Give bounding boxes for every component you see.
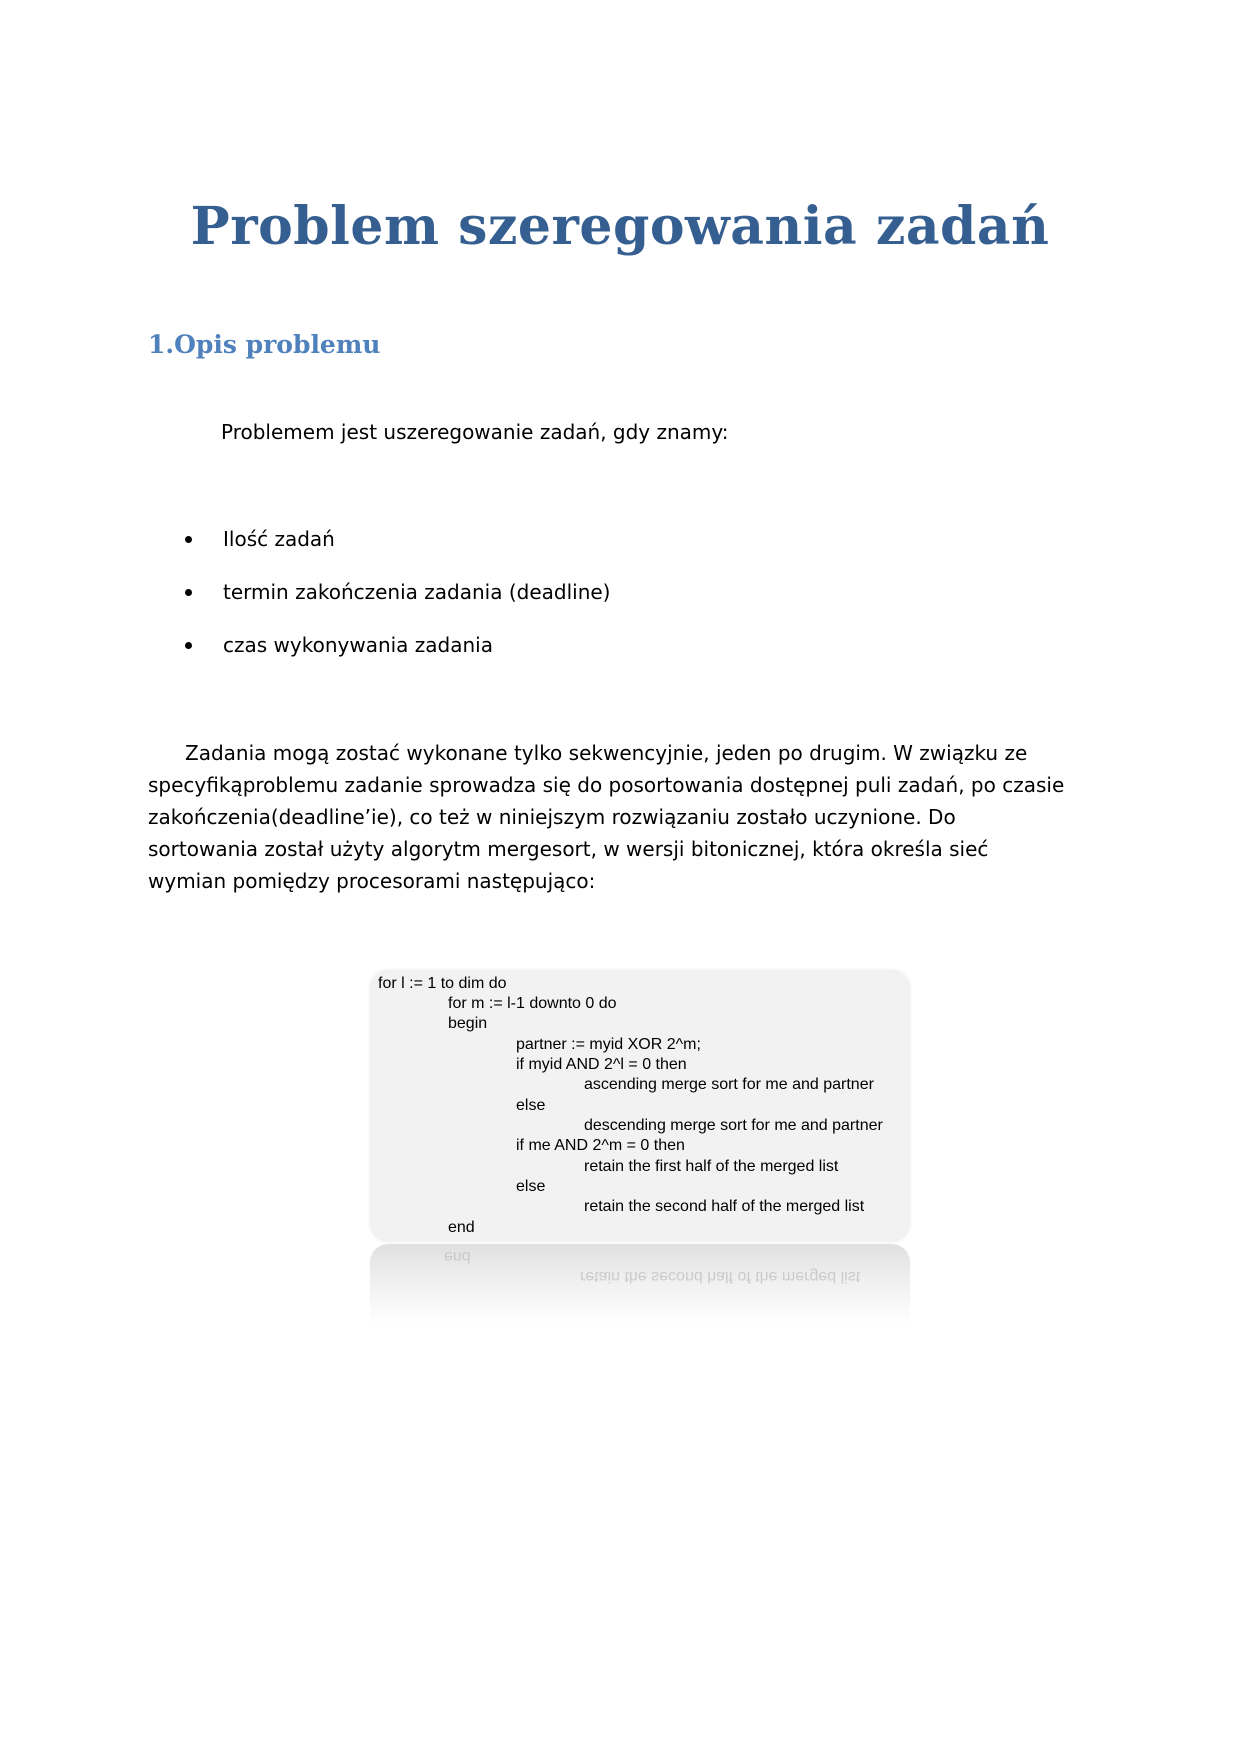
reflection-line: retain the second half of the merged list bbox=[580, 1268, 861, 1285]
code-line: end bbox=[448, 1219, 475, 1236]
bullet-icon bbox=[185, 536, 192, 543]
list-item bbox=[148, 580, 610, 633]
bullet-list bbox=[148, 527, 610, 686]
code-line: if me AND 2^m = 0 then bbox=[516, 1137, 685, 1154]
code-line: if myid AND 2^l = 0 then bbox=[516, 1056, 687, 1073]
code-line: for m := l-1 downto 0 do bbox=[448, 995, 617, 1012]
section-heading: 1.Opis problemu bbox=[148, 330, 381, 359]
figure-reflection bbox=[370, 1244, 910, 1324]
code-line: descending merge sort for me and partner bbox=[584, 1117, 883, 1134]
bullet-text: Ilość zadań bbox=[223, 527, 335, 551]
code-line: retain the second half of the merged list bbox=[584, 1198, 865, 1215]
code-line: else bbox=[516, 1178, 546, 1195]
bullet-text: termin zakończenia zadania (deadline) bbox=[223, 580, 611, 604]
body-paragraph: Zadania mogą zostać wykonane tylko sekwencyjnie, jeden po drugim. W związku ze specyfikąproblemu zadanie sprowadza się do posortowania dostępnej puli zadań, po czasie zakończenia(deadline’ie), co też w niniejszym rozwiązaniu zostało uczynione. Do sortowania został użyty algorytm mergesort, w wersji bitonicznej, która określa sieć wymian pomiędzy procesorami następująco: bbox=[148, 741, 1065, 893]
code-line: begin bbox=[448, 1015, 488, 1032]
code-line: ascending merge sort for me and partner bbox=[584, 1076, 874, 1093]
document-title: Problem szeregowania zadań bbox=[190, 196, 1050, 257]
bullet-icon bbox=[185, 642, 192, 649]
list-item bbox=[148, 527, 610, 580]
code-line: retain the first half of the merged list bbox=[584, 1158, 839, 1175]
bullet-text: czas wykonywania zadania bbox=[223, 633, 493, 657]
list-item bbox=[148, 633, 610, 686]
intro-text: Problemem jest uszeregowanie zadań, gdy znamy: bbox=[221, 420, 729, 444]
code-line: partner := myid XOR 2^m; bbox=[516, 1036, 701, 1053]
code-line: for l := 1 to dim do bbox=[378, 975, 507, 992]
pseudocode-figure bbox=[370, 970, 910, 1242]
reflection-line: end bbox=[444, 1248, 471, 1265]
code-line: else bbox=[516, 1097, 546, 1114]
bullet-icon bbox=[185, 589, 192, 596]
